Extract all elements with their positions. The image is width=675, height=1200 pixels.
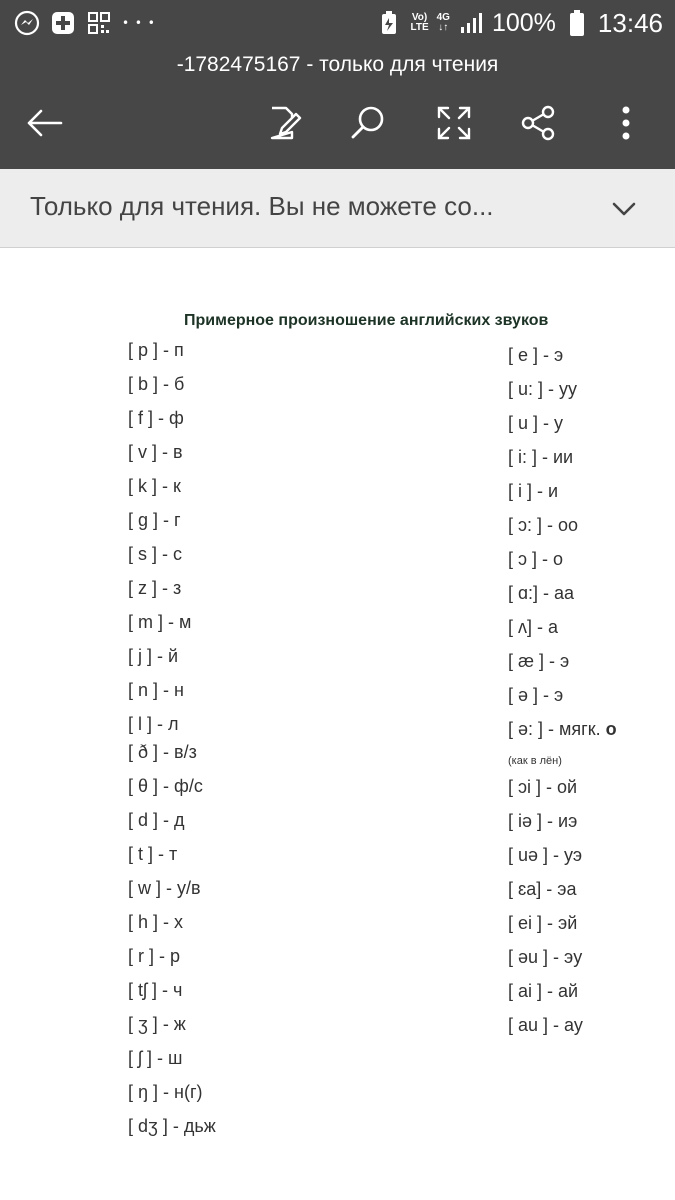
- read-only-banner[interactable]: [0, 169, 675, 248]
- more-vertical-icon: [620, 105, 632, 141]
- list-item: [ uə ] - уэ: [508, 845, 583, 865]
- list-item: [ ɔi ] - ой: [508, 777, 578, 797]
- list-item: [ n ] - н: [128, 680, 184, 700]
- more-notifications: • • •: [122, 16, 156, 30]
- list-item: [ au ] - ау: [508, 1015, 583, 1035]
- list-item: [ i: ] - ии: [508, 447, 574, 467]
- status-bar: [0, 0, 675, 45]
- soft-o-letter: о: [605, 719, 617, 739]
- list-item: [ v ] - в: [128, 442, 183, 462]
- footnote: (как в лён): [508, 755, 562, 767]
- app-grid-icon: [50, 10, 76, 36]
- list-item: [ g ] - г: [128, 510, 181, 530]
- list-item: [ l ] - л: [128, 714, 179, 734]
- list-item: [ h ] - х: [128, 912, 184, 932]
- list-item: [ ʒ ] - ж: [128, 1014, 186, 1034]
- network-type-indicator: 4G ↓↑: [436, 12, 450, 33]
- list-item: [ j ] - й: [128, 646, 179, 666]
- list-item: [ r ] - р: [128, 946, 181, 966]
- search-icon: [349, 104, 387, 142]
- list-item: [ i ] - и: [508, 481, 559, 501]
- list-item: [ dʒ ] - дьж: [128, 1116, 216, 1136]
- list-item: [ tʃ ] - ч: [128, 980, 183, 1000]
- signal-strength-icon: [458, 10, 484, 36]
- list-item: [ t ] - т: [128, 844, 178, 864]
- search-button[interactable]: [346, 101, 390, 145]
- list-item-text: [ ə: ] - мягк.: [508, 719, 601, 739]
- list-item: [ ɔ ] - о: [508, 549, 564, 569]
- list-item: [ ə ] - э: [508, 685, 564, 705]
- read-only-banner-text: Только для чтения. Вы не можете со...: [30, 191, 494, 221]
- list-item: [508, 718, 617, 752]
- list-item: [ e ] - э: [508, 345, 564, 365]
- consonants-list: [128, 339, 216, 1149]
- vowels-list: [508, 344, 617, 1048]
- share-icon: [519, 104, 557, 142]
- list-item: [ k ] - к: [128, 476, 181, 496]
- list-item: [ ŋ ] - н(г): [128, 1082, 203, 1102]
- list-item: [ æ ] - э: [508, 651, 570, 671]
- document-heading: Примерное произношение английских звуков: [184, 312, 549, 329]
- list-item: [ ai ] - ай: [508, 981, 579, 1001]
- expand-icon: [436, 105, 472, 141]
- list-item: [ f ] - ф: [128, 408, 184, 428]
- list-item: [ ɛa] - эа: [508, 879, 577, 899]
- list-item: [ b ] - б: [128, 374, 185, 394]
- edit-document-icon: [266, 104, 302, 142]
- share-button[interactable]: [516, 101, 560, 145]
- overflow-menu-button[interactable]: [604, 101, 648, 145]
- volte-indicator: Vo) LTE: [410, 12, 429, 33]
- list-item: [ θ ] - ф/с: [128, 776, 203, 796]
- list-item: [ w ] - у/в: [128, 878, 201, 898]
- banner-expand-button[interactable]: [604, 191, 644, 227]
- fullscreen-button[interactable]: [432, 101, 476, 145]
- back-button[interactable]: [22, 101, 66, 145]
- list-item: [ iə ] - иэ: [508, 811, 578, 831]
- list-item: [ ð ] - в/з: [128, 742, 197, 762]
- list-item: [ d ] - д: [128, 810, 185, 830]
- list-item: [ z ] - з: [128, 578, 182, 598]
- system-icons: [376, 6, 663, 40]
- list-item: [ u: ] - уу: [508, 379, 578, 399]
- chevron-down-icon: [611, 201, 637, 217]
- list-item: [ ɑ:] - аа: [508, 583, 575, 603]
- edit-button[interactable]: [262, 101, 306, 145]
- qr-icon: [86, 10, 112, 36]
- document-title: -1782475167 - только для чтения: [176, 53, 499, 76]
- list-item: [ ɔ: ] - оо: [508, 515, 579, 535]
- arrow-left-icon: [25, 108, 63, 138]
- document-view[interactable]: [0, 248, 675, 1200]
- list-item: [ əu ] - эу: [508, 947, 583, 967]
- list-item: [ ʌ] - а: [508, 617, 559, 637]
- list-item: [ s ] - с: [128, 544, 182, 564]
- list-item: [ ei ] - эй: [508, 913, 578, 933]
- list-item: [ p ] - п: [128, 340, 184, 360]
- battery-percentage: 100%: [491, 8, 556, 37]
- list-item: [ m ] - м: [128, 612, 192, 632]
- list-item: [ u ] - у: [508, 413, 564, 433]
- battery-icon: [564, 10, 590, 36]
- clock: 13:46: [597, 7, 663, 38]
- app-toolbar: [0, 45, 675, 169]
- list-item: [ ʃ ] - ш: [128, 1048, 183, 1068]
- messenger-icon: [14, 10, 40, 36]
- notification-icons: [14, 8, 156, 38]
- battery-saver-icon: [376, 10, 402, 36]
